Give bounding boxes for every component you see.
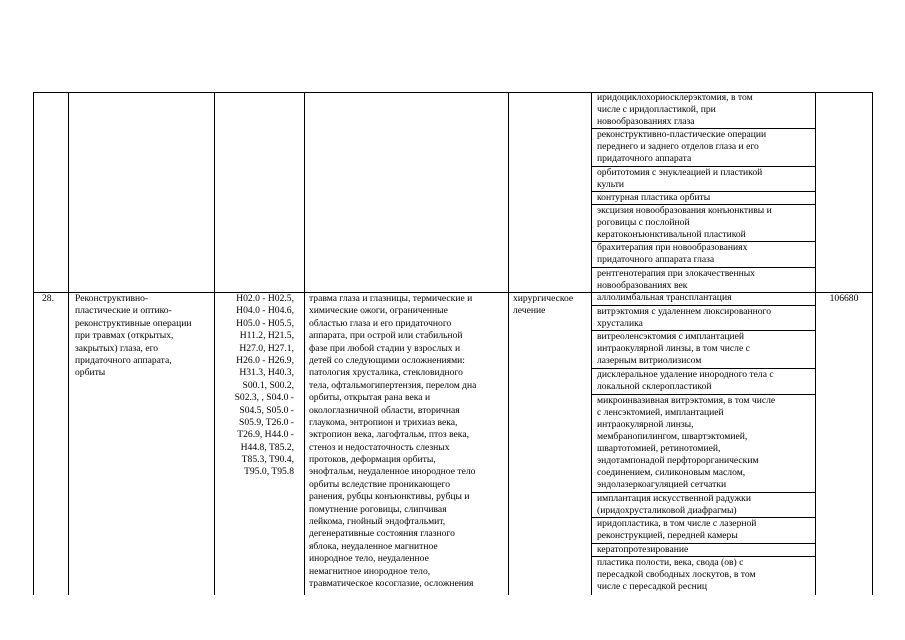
model-line: ранения, рубцы конъюнктивы, рубцы и	[309, 491, 470, 503]
code-line: H27.0, H27.1,	[239, 342, 294, 354]
code-line: T85.3, T90.4,	[241, 454, 294, 466]
method-item	[591, 268, 815, 292]
name-line: пластические и оптико-	[75, 305, 172, 317]
model-line: областью глаза и его придаточного	[309, 317, 452, 329]
code-line: H44.8, T85.2,	[240, 441, 294, 453]
model-line: травма глаза и глазницы, термические и	[309, 293, 473, 304]
cell-number: 28.	[42, 293, 54, 304]
method-line: витрэктомия с удаленнем люксированного	[597, 306, 772, 317]
method-line: интраокулярной линзы, в том числе с	[597, 343, 750, 354]
treatment-line: лечение	[513, 305, 546, 317]
method-line: аллолимбальная трансплантация	[597, 292, 732, 303]
model-line: эктропион века, лагофтальм, птоз века,	[309, 429, 469, 441]
method-line: с ленсэктомией, имплантацией	[597, 407, 724, 418]
method-line: числе с пересадкой ресниц	[597, 581, 707, 592]
method-item	[591, 493, 815, 518]
method-line: (иридохрусталиковой диафрагмы)	[597, 505, 737, 516]
method-line: придаточного аппарата глаза	[597, 254, 715, 265]
model-line: орбиты вследствие проникающего	[309, 478, 451, 490]
method-line: новообразованиях век	[597, 280, 688, 291]
name-line: придаточного аппарата,	[75, 354, 172, 366]
name-line: закрытых) глаза, его	[75, 342, 159, 354]
method-line: эндотампонадой перфторорганическим	[597, 455, 759, 466]
method-item	[591, 395, 815, 493]
model-line: энофтальм, неудаленное инородное тело	[309, 466, 476, 478]
method-item	[591, 306, 815, 331]
model-line: орбиты, открытая рана века и	[309, 392, 431, 404]
treatment-line: хирургическое	[513, 293, 574, 304]
method-line: имплантация искусственной радужки	[597, 493, 751, 504]
cell-methods	[591, 292, 815, 595]
method-line: рентгенотерапия при злокачественных	[597, 268, 755, 279]
method-item	[591, 192, 815, 205]
model-line: инородное тело, неудаленное	[309, 553, 429, 565]
code-line: S00.1, S00.2,	[242, 379, 294, 391]
cell-codes	[214, 293, 294, 479]
method-item	[591, 518, 815, 544]
method-line: брахитерапия при новообразованиях	[597, 242, 748, 253]
column-divider	[304, 92, 305, 595]
method-line: локальной склеропластикой	[597, 381, 712, 392]
method-item	[591, 331, 815, 369]
name-line: орбиты	[75, 367, 106, 379]
method-line: витреоленсэктомия с имплантацией	[597, 331, 745, 342]
method-line: культи	[597, 179, 625, 190]
column-divider	[815, 92, 816, 595]
model-line: окологлазничной области, вторичная	[309, 404, 460, 416]
method-line: орбитотомия с энуклеацией и пластикой	[597, 167, 763, 178]
method-line: дисклеральное удаление инородного тела с	[597, 369, 774, 380]
table-left-border	[33, 92, 34, 595]
method-line: лазерным витриолизисом	[597, 355, 702, 366]
method-line: числе с иридопластикой, при	[597, 104, 716, 115]
method-item	[591, 129, 815, 167]
code-line: H26.0 - H26.9,	[236, 354, 294, 366]
method-line: кератоконъюнктивальной пластикой	[597, 229, 746, 240]
method-item	[591, 557, 815, 595]
model-line: патология хрусталика, стекловидного	[309, 367, 463, 379]
model-line: лейкома, гнойный эндофтальмит,	[309, 516, 446, 528]
method-item	[591, 242, 815, 268]
method-item	[591, 205, 815, 242]
model-line: дегенеративные состояния глазного	[309, 528, 455, 540]
method-line: иридоциклохориосклерэктомия, в том	[597, 92, 753, 103]
code-line: H02.0 - H02.5,	[236, 293, 294, 304]
model-line: химические ожоги, ограниченные	[309, 305, 448, 317]
column-divider	[508, 92, 509, 595]
method-line: мембранопилингом, швартэктомией,	[597, 431, 748, 442]
name-line: Реконструктивно-	[75, 293, 149, 304]
model-line: аппарата, при острой или стабильной	[309, 330, 463, 342]
method-item	[591, 292, 815, 306]
model-line: немагнитное инородное тело,	[309, 565, 431, 577]
cell-cost: 106680	[829, 293, 859, 304]
method-line: реконструкцией, передней камеры	[597, 530, 738, 541]
code-line: S05.9, T26.0 -	[239, 416, 294, 428]
model-line: яблока, неудаленное магнитное	[309, 540, 438, 552]
name-line: реконструктивные операции	[75, 317, 192, 329]
method-line: эндолазеркоагуляцией сетчатки	[597, 479, 727, 490]
code-line: S02.3, , S04.0 -	[234, 392, 294, 404]
model-line: глаукома, энтропион и трихиаз века,	[309, 416, 458, 428]
model-line: помутнение роговицы, слипчивая	[309, 503, 447, 515]
table-right-border	[872, 92, 873, 595]
method-line: пластика полости, века, свода (ов) с	[597, 557, 744, 568]
method-line: хрусталика	[597, 318, 643, 329]
method-line: придаточного аппарата	[597, 153, 692, 164]
code-line: H31.3, H40.3,	[239, 367, 294, 379]
method-line: реконструктивно-пластические операции	[597, 129, 767, 140]
method-line: новообразованиях глаза	[597, 116, 695, 127]
method-item	[591, 92, 815, 129]
method-line: эксцизия новообразования конъюнктивы и	[597, 205, 772, 216]
column-divider	[68, 92, 69, 595]
method-line: микроинвазивная витрэктомия, в том числе	[597, 395, 776, 406]
method-line: интраокулярной линзы,	[597, 419, 694, 430]
code-line: H11.2, H21.5,	[239, 330, 294, 342]
cell-methods-prev-row	[591, 92, 815, 292]
method-line: переднего и заднего отделов глаза и его	[597, 141, 759, 152]
code-line: S04.5, S05.0 -	[239, 404, 294, 416]
method-line: соединением, силиконовым маслом,	[597, 467, 746, 478]
code-line: T95.0, T95.8	[244, 466, 294, 478]
method-line: иридопластика, в том числе с лазерной	[597, 518, 757, 529]
model-line: травматическое косоглазие, осложнения	[309, 577, 474, 589]
cell-patient-model	[309, 293, 507, 590]
name-line: при травмах (открытых,	[75, 330, 174, 342]
model-line: стеноз и недостаточность слезных	[309, 441, 450, 453]
method-item	[591, 167, 815, 192]
cell-name	[75, 293, 213, 380]
method-item	[591, 369, 815, 395]
cell-treatment	[513, 293, 589, 318]
method-line: кератопротезирование	[597, 544, 689, 555]
method-item	[591, 544, 815, 557]
code-line: T26.9, H44.0 -	[237, 429, 294, 441]
code-line: H05.0 - H05.5,	[236, 317, 294, 329]
model-line: детей со следующими осложнениями:	[309, 354, 465, 366]
method-line: роговицы с послойной	[597, 217, 690, 228]
code-line: H04.0 - H04.6,	[236, 305, 294, 317]
method-line: швартотомией, ретинотомией,	[597, 443, 721, 454]
method-line: контурная пластика орбиты	[597, 192, 711, 203]
method-line: пересадкой свободных лоскутов, в том	[597, 569, 756, 580]
model-line: тела, офтальмогипертензия, перелом дна	[309, 379, 477, 391]
model-line: протоков, деформация орбиты,	[309, 454, 436, 466]
model-line: фазе при любой стадии у взрослых и	[309, 342, 461, 354]
